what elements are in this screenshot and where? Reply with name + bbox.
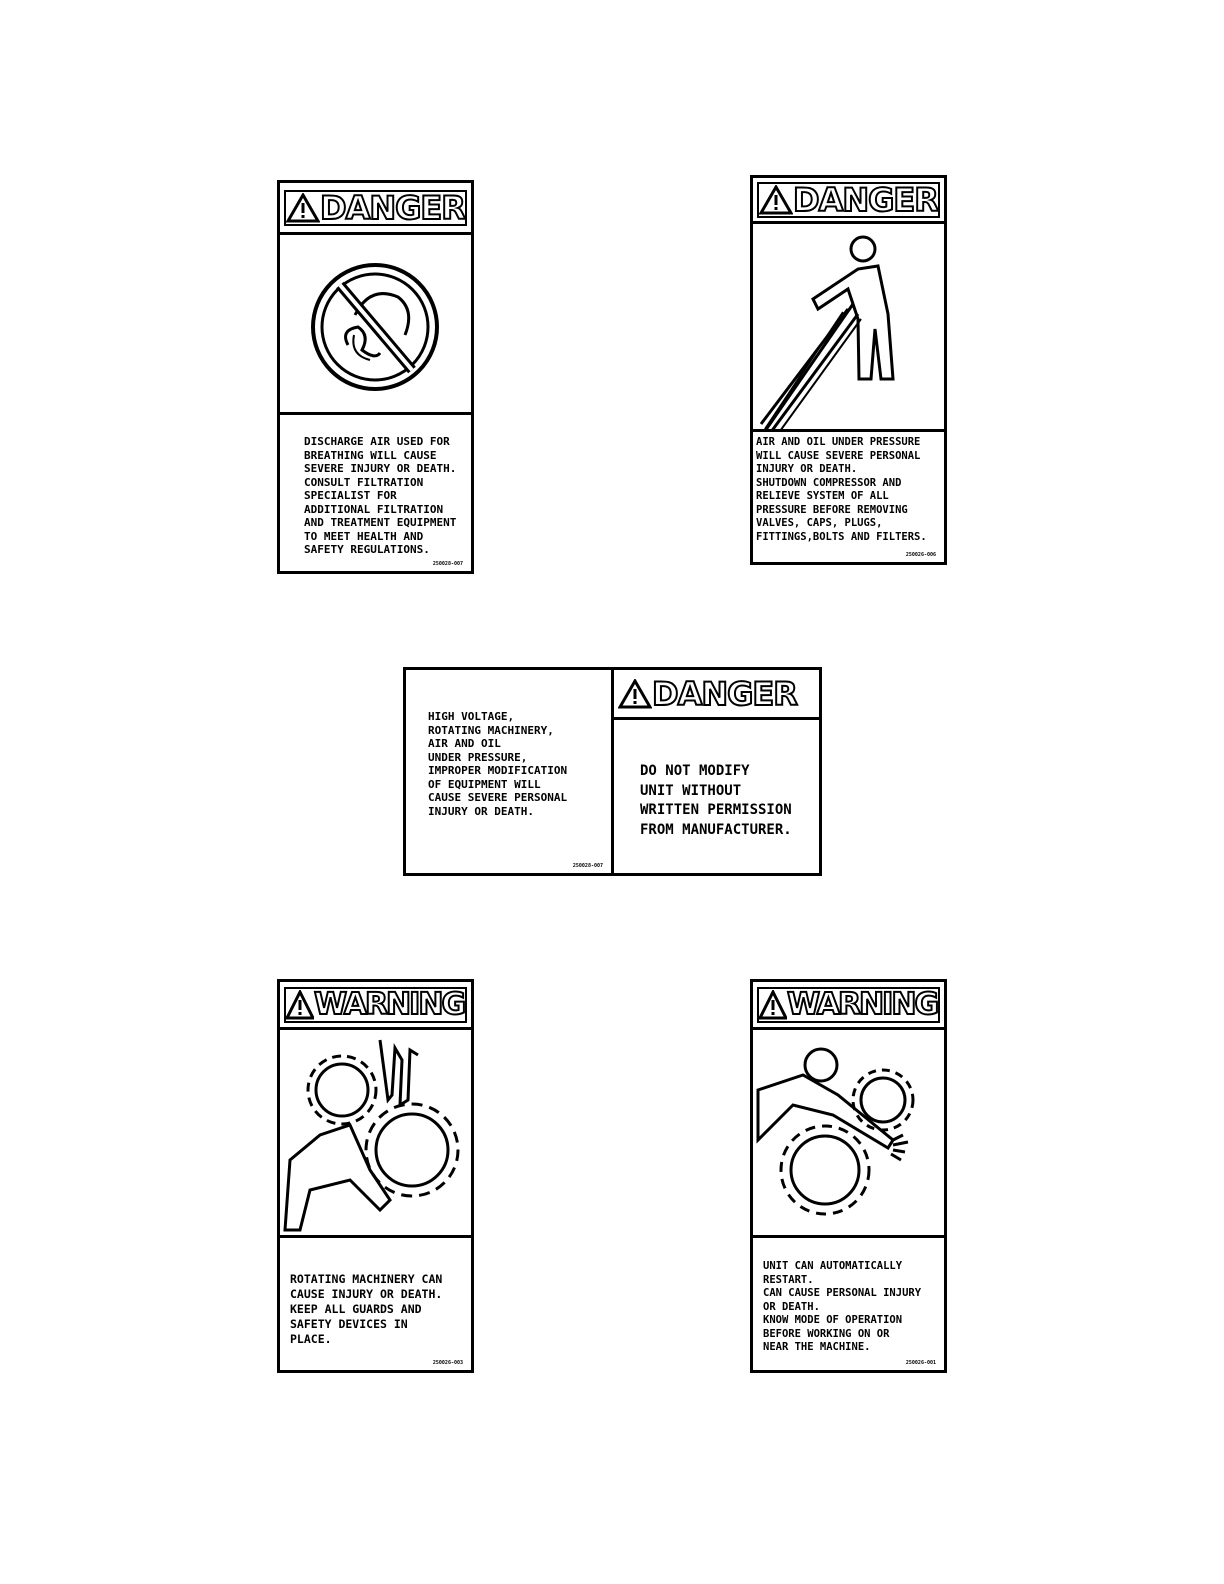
warning-label-automatic-restart (750, 979, 947, 1373)
signal-word: DANGER (793, 180, 938, 219)
part-number: 250028-007 (432, 561, 463, 567)
pictogram-panel (753, 1030, 944, 1238)
signal-word-panel (284, 190, 467, 226)
no-breathing-mask-icon (280, 235, 471, 412)
signal-word-panel (757, 182, 940, 218)
label-header (280, 183, 471, 235)
alert-triangle-icon (286, 193, 320, 223)
part-number: 250028-007 (572, 863, 603, 869)
label-header (753, 982, 944, 1030)
pictogram-panel (753, 224, 944, 432)
label-header (614, 670, 819, 720)
part-number: 250026-001 (905, 1360, 936, 1366)
signal-word-panel (284, 987, 467, 1023)
signal-word-panel (618, 676, 815, 712)
signal-word: WARNING (787, 986, 938, 1022)
pressure-spray-person-icon (753, 224, 944, 429)
hazard-message: ROTATING MACHINERY CAN CAUSE INJURY OR DEATH. KEEP ALL GUARDS AND SAFETY DEVICES IN PLACE. (290, 1272, 443, 1346)
pictogram-panel (280, 235, 471, 415)
signal-word: WARNING (314, 986, 465, 1022)
danger-label-do-not-modify (403, 667, 822, 876)
signal-word: DANGER (320, 188, 465, 227)
right-panel (614, 670, 819, 873)
alert-triangle-icon (286, 990, 314, 1020)
danger-label-air-oil-pressure (750, 175, 947, 565)
signal-word: DANGER (652, 674, 797, 713)
alert-triangle-icon (618, 679, 652, 709)
auto-restart-gears-person-icon (753, 1030, 944, 1235)
hazard-message: DISCHARGE AIR USED FOR BREATHING WILL CAUSE SEVERE INJURY OR DEATH. CONSULT FILTRATION SPECIALIST FOR ADDITIONAL FILTRATION AND TREATMENT EQUIPMENT TO MEET HEALTH AND SAFETY REGULATIONS. (304, 435, 457, 556)
message-panel (406, 670, 614, 873)
alert-triangle-icon (759, 990, 787, 1020)
hazard-message: AIR AND OIL UNDER PRESSURE WILL CAUSE SEVERE PERSONAL INJURY OR DEATH. SHUTDOWN COMPRESSOR AND RELIEVE SYSTEM OF ALL PRESSURE BEFORE REMOVING VALVES, CAPS, PLUGS, FITTINGS,BOLTS AND FILTERS. (756, 436, 927, 543)
hazard-message: UNIT CAN AUTOMATICALLY RESTART. CAN CAUSE PERSONAL INJURY OR DEATH. KNOW MODE OF OPERATION BEFORE WORKING ON OR NEAR THE MACHINE. (763, 1260, 922, 1353)
hazard-message: HIGH VOLTAGE, ROTATING MACHINERY, AIR AND OIL UNDER PRESSURE, IMPROPER MODIFICATION OF EQUIPMENT WILL CAUSE SEVERE PERSONAL INJURY OR DEATH. (428, 710, 568, 818)
rotating-gears-hand-icon (280, 1030, 471, 1235)
label-header (753, 178, 944, 224)
alert-triangle-icon (759, 185, 793, 215)
warning-label-rotating-machinery (277, 979, 474, 1373)
instruction-message: DO NOT MODIFY UNIT WITHOUT WRITTEN PERMISSION FROM MANUFACTURER. (640, 763, 792, 838)
pictogram-panel (280, 1030, 471, 1238)
signal-word-panel (757, 987, 940, 1023)
part-number: 250026-003 (432, 1360, 463, 1366)
danger-label-breathing-air (277, 180, 474, 574)
label-header (280, 982, 471, 1030)
part-number: 250026-006 (905, 552, 936, 558)
